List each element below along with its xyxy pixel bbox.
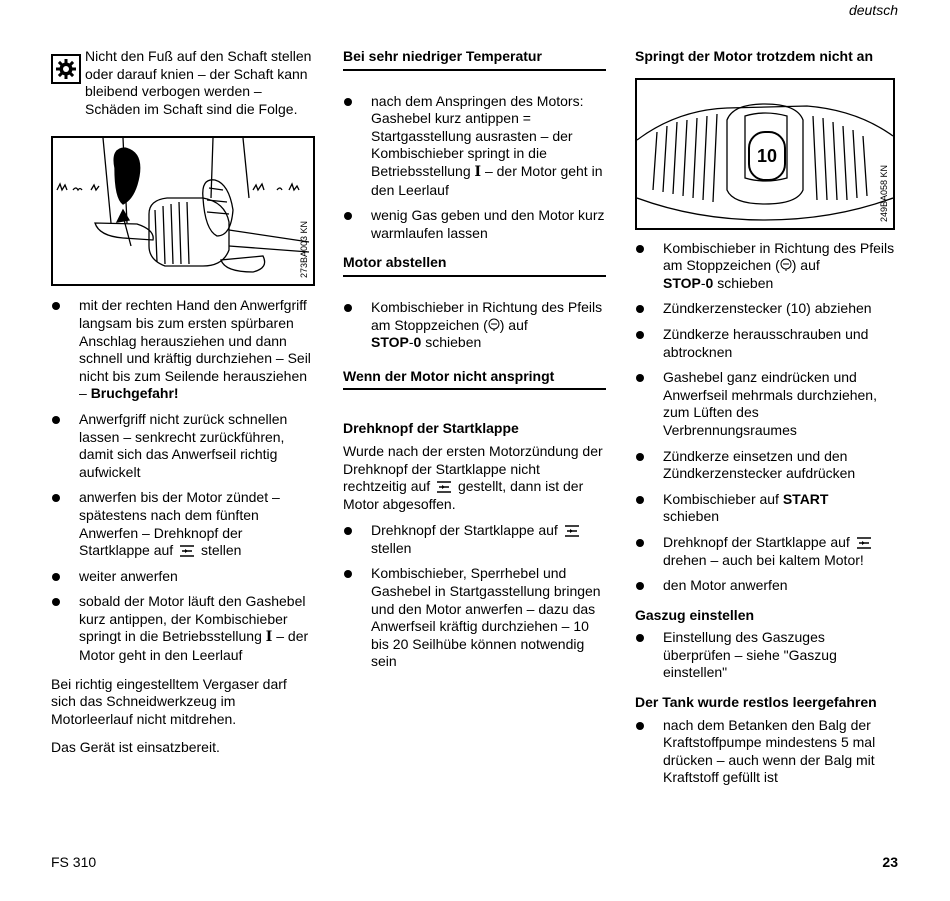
list-item: Kombischieber auf START schieben — [635, 491, 895, 526]
list-item: Anwerfgriff nicht zurück schnellen lassen – senkrecht zurückführen, damit sich das Anwerfseil richtig aufwickelt — [51, 411, 315, 481]
stop-sign-icon — [780, 258, 792, 272]
list-item: weiter anwerfen — [51, 568, 315, 586]
choke-closed-icon — [179, 545, 195, 557]
list-item: Einstellung des Gaszuges überprüfen – siehe "Gaszug einstellen" — [635, 629, 895, 682]
column-3 — [635, 48, 895, 795]
starting-steps — [51, 297, 315, 664]
section-heading: Bei sehr niedriger Temperatur — [343, 48, 606, 71]
bullet-icon — [344, 570, 352, 578]
bullet-icon — [52, 302, 60, 310]
list-item: den Motor anwerfen — [635, 577, 895, 595]
bullet-icon — [636, 245, 644, 253]
spark-plug-callout: 10 — [756, 145, 778, 166]
list-item: Zündkerze einsetzen und den Zündkerzenstecker aufdrücken — [635, 448, 895, 483]
list-item: sobald der Motor läuft den Gashebel kurz antippen, der Kombischieber springt in die Betriebsstellung I – der Motor geht in den Leerlauf — [51, 593, 315, 664]
list-item: Gashebel ganz eindrücken und Anwerfseil mehrmals durchziehen, zum Lüften des Verbrennungsraumes — [635, 369, 895, 439]
section-heading: Gaszug einstellen — [635, 606, 755, 623]
list-item: wenig Gas geben und den Motor kurz warmlaufen lassen — [343, 207, 606, 242]
spark-plug-illustration — [635, 78, 895, 230]
bullet-icon — [344, 527, 352, 535]
section-heading: Motor abstellen — [343, 254, 606, 277]
bullet-icon — [52, 598, 60, 606]
list-item: nach dem Betanken den Balg der Kraftstoffpumpe mindestens 5 mal drücken – auch wenn der Balg mit Kraftstoff gefüllt ist — [635, 717, 895, 787]
section-heading: Der Tank wurde restlos leergefahren — [635, 694, 877, 711]
flooded-steps — [343, 522, 606, 671]
bullet-icon — [344, 212, 352, 220]
subsection-heading: Drehknopf der Startklappe — [343, 420, 519, 437]
bullet-icon — [636, 453, 644, 461]
bullet-icon — [636, 634, 644, 642]
paragraph: Das Gerät ist einsatzbereit. — [51, 739, 220, 756]
stop-steps — [343, 299, 606, 352]
bullet-icon — [344, 304, 352, 312]
bullet-icon — [636, 374, 644, 382]
bullet-icon — [344, 98, 352, 106]
choke-closed-icon — [856, 537, 872, 549]
list-item: Kombischieber in Richtung des Pfeils am Stoppzeichen ( ) auf STOP-0 schieben — [343, 299, 606, 352]
column-1 — [51, 48, 315, 757]
gear-warning-icon — [51, 54, 81, 84]
list-item: anwerfen bis der Motor zündet – spätestens nach dem fünften Anwerfen – Drehknopf der Startklappe auf stellen — [51, 489, 315, 559]
choke-closed-icon — [436, 481, 452, 493]
header-language: deutsch — [848, 2, 898, 18]
tank-steps — [635, 717, 895, 787]
warning-text: Nicht den Fuß auf den Schaft stellen oder darauf knien – der Schaft kann bleibend verbogen werden – Schäden im Schaft sind die Folge. — [85, 48, 312, 117]
choke-closed-icon — [564, 525, 580, 537]
list-item: Drehknopf der Startklappe auf drehen – auch bei kaltem Motor! — [635, 534, 895, 569]
page-number: 23 — [882, 854, 898, 870]
bullet-icon — [636, 496, 644, 504]
bullet-icon — [636, 331, 644, 339]
list-item: nach dem Anspringen des Motors: Gashebel kurz antippen = Startgasstellung ausrasten – der Kombischieber springt in die Betriebsstellung I – der Motor geht in den Leerlauf — [343, 93, 606, 200]
warning-note — [51, 48, 315, 118]
paragraph: Bei richtig eingestelltem Vergaser darf sich das Schneidwerkzeug im Motorleerlauf nicht mitdrehen. — [51, 675, 287, 727]
list-item: mit der rechten Hand den Anwerfgriff langsam bis zum ersten spürbaren Anschlag herausziehen und dann schnell und kräftig durchziehen – Seil nicht bis zum Seilende herausziehen – Bruchgefahr! — [51, 297, 315, 403]
section-heading: Springt der Motor trotzdem nicht an — [635, 48, 873, 64]
cold-steps — [343, 93, 606, 243]
list-item: Kombischieber, Sperrhebel und Gashebel in Startgasstellung bringen und den Motor anwerfen – dazu das Anwerfseil kräftig durchziehen – 10 bis 20 Seilhübe können notwendig sein — [343, 565, 606, 671]
run-position-symbol: I — [474, 163, 482, 180]
column-2 — [343, 48, 606, 679]
bullet-icon — [52, 416, 60, 424]
bullet-icon — [636, 305, 644, 313]
troubleshoot-steps — [635, 240, 895, 595]
list-item: Drehknopf der Startklappe auf stellen — [343, 522, 606, 557]
paragraph: Wurde nach der ersten Motorzündung der Drehknopf der Startklappe nicht rechtzeitig auf gestellt, dann ist der Motor abgesoffen. — [343, 442, 603, 512]
starting-drawing — [53, 138, 313, 284]
bullet-icon — [636, 722, 644, 730]
bullet-icon — [52, 494, 60, 502]
figure-code: 249BA058 KN — [879, 164, 889, 222]
figure-code: 273BA003 KN — [299, 221, 309, 279]
list-item: Zündkerzenstecker (10) abziehen — [635, 300, 895, 318]
run-position-symbol: I — [265, 629, 273, 646]
stop-sign-icon — [488, 318, 500, 332]
bullet-icon — [636, 539, 644, 547]
footer-model: FS 310 — [51, 854, 97, 870]
list-item: Kombischieber in Richtung des Pfeils am Stoppzeichen ( ) auf STOP-0 schieben — [635, 240, 895, 293]
section-heading: Wenn der Motor nicht anspringt — [343, 368, 606, 391]
list-item: Zündkerze herausschrauben und abtrocknen — [635, 326, 895, 361]
starting-illustration — [51, 136, 315, 286]
bullet-icon — [636, 582, 644, 590]
throttle-steps — [635, 629, 895, 682]
bullet-icon — [52, 573, 60, 581]
